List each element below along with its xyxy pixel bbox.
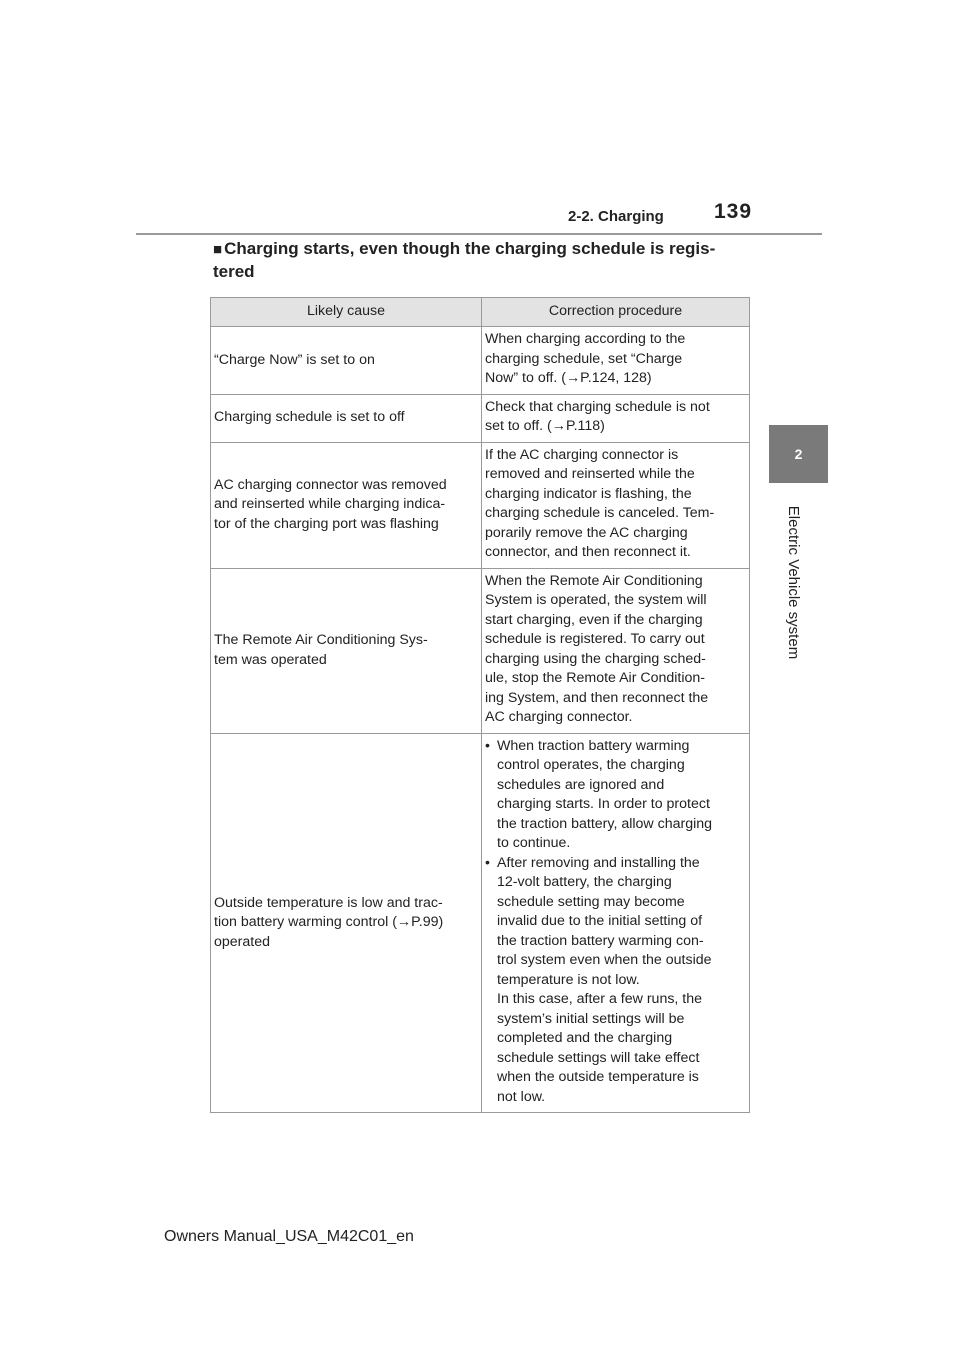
cause-text: Charging schedule is set to off [214,409,405,426]
fix-cell [482,568,750,733]
fix-line: charging indicator is flashing, the [485,485,692,502]
cause-line: tor of the charging port was flashing [214,515,439,532]
cause-line: tem was operated [214,651,327,668]
bullet-text: After removing and installing the 12-volt battery, the charging schedule setting may become invalid due to the initial setting of the traction battery warming con- trol system even when the outside temperature is not low. In this case, after a few runs, the system’s initial settings will be completed and the charging schedule settings will take effect when the outside temperature is not low. [497,854,712,1105]
chapter-tab: 2 [769,425,828,483]
fix-line: When charging according to the [485,331,686,347]
cause-cell [211,733,482,1113]
table-row [211,442,750,568]
fix-line: Check that charging schedule is not [485,398,710,415]
fix-line: ing System, and then reconnect the [485,689,709,706]
table-header-row [211,298,750,327]
fix-line: charging using the charging sched- [485,650,706,667]
table-row [211,733,750,1113]
chapter-title [779,492,809,672]
bullet-icon: • [485,737,490,754]
cause-line: tion battery warming control (→P.99) [214,914,444,930]
heading-line-1: Charging starts, even though the charging schedule is regis- [224,239,716,258]
table-row [211,568,750,733]
fix-line: schedule is registered. To carry out [485,631,705,647]
fix-line: AC charging connector. [485,709,633,725]
cause-cell [211,568,482,733]
heading-square-icon: ■ [213,241,223,258]
fix-line: porarily remove the AC charging [485,524,688,541]
fix-cell [482,327,750,395]
chapter-title-text: Electric Vehicle system [785,505,803,659]
header-likely-cause: Likely cause [211,298,482,327]
troubleshooting-table [210,297,750,1113]
list-item [485,854,746,1108]
fix-line: If the AC charging connector is [485,446,679,463]
cause-cell [211,394,482,442]
fix-line: Now” to off. (→P.124, 128) [485,370,652,386]
section-title: 2-2. Charging [568,208,664,225]
cause-line: Outside temperature is low and trac- [214,894,443,911]
cause-line: AC charging connector was removed [214,476,447,493]
table-row [211,327,750,395]
cause-cell [211,442,482,568]
heading-line-2: tered [213,262,255,281]
fix-cell [482,394,750,442]
fix-cell [482,442,750,568]
bullet-icon: • [485,854,490,871]
cause-line: and reinserted while charging indica- [214,496,446,513]
fix-line: charging schedule is canceled. Tem- [485,505,715,521]
fix-line: When the Remote Air Conditioning [485,572,703,589]
fix-line: set to off. (→P.118) [485,418,605,434]
table-row [211,394,750,442]
cause-line: The Remote Air Conditioning Sys- [214,632,428,648]
footer-manual-id: Owners Manual_USA_M42C01_en [164,1228,414,1245]
fix-cell [482,733,750,1113]
topic-heading [213,238,753,283]
bullet-text: When traction battery warming control operates, the charging schedules are ignored and charging starts. In order to protect the traction battery, allow charging to continue. [497,737,713,851]
cause-line: operated [214,933,271,950]
fix-line: start charging, even if the charging [485,611,703,628]
page-number: 139 [714,200,753,223]
cause-cell [211,327,482,395]
fix-line: System is operated, the system will [485,592,707,608]
fix-line: ule, stop the Remote Air Condition- [485,670,706,686]
header-correction-procedure: Correction procedure [482,298,750,327]
fix-line: removed and reinserted while the [485,466,695,482]
list-item [485,737,746,854]
header-divider [136,233,822,235]
fix-line: connector, and then reconnect it. [485,544,691,560]
cause-text: “Charge Now” is set to on [214,351,375,368]
fix-line: charging schedule, set “Charge [485,350,683,367]
